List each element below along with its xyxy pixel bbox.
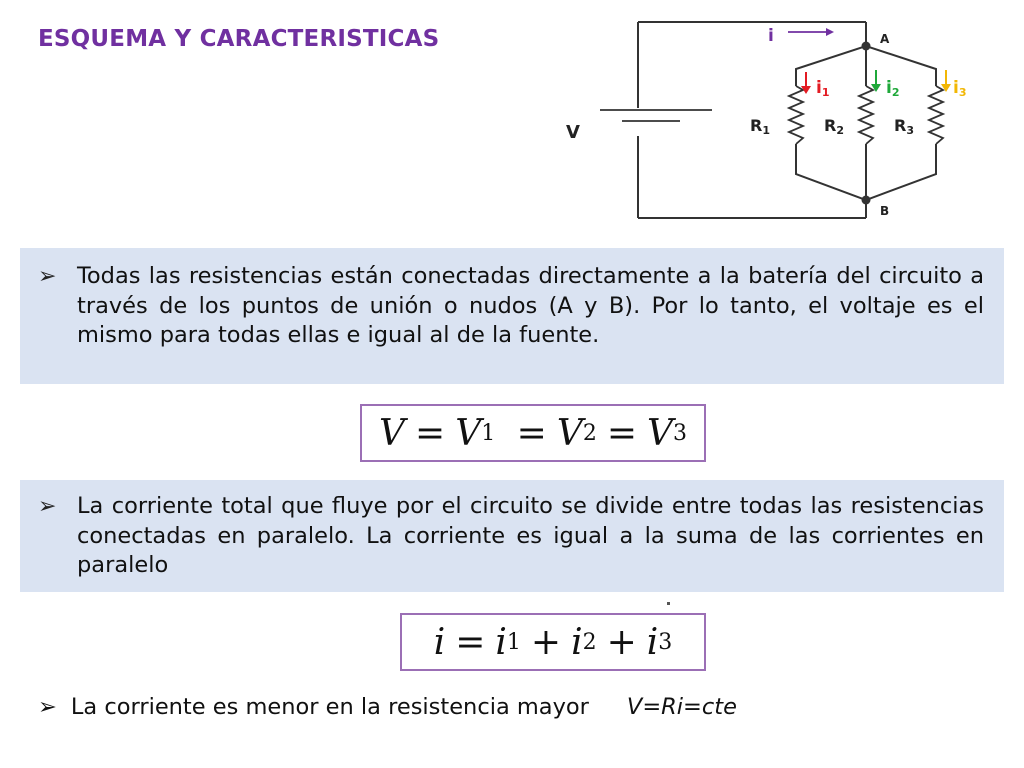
svg-text:i: i bbox=[768, 26, 774, 46]
svg-text:R3: R3 bbox=[894, 116, 914, 137]
svg-text:V: V bbox=[566, 122, 580, 143]
voltage-explanation-text: Todas las resistencias están conectadas directamente a la batería del circuito a través de los puntos de unión o nudos (A y B). Por lo tanto, el voltaje es el mismo para todas ellas e igual al de la fuente. bbox=[77, 263, 984, 348]
slide-title: ESQUEMA Y CARACTERISTICAS bbox=[38, 26, 440, 52]
arrow-bullet-icon: ➢ bbox=[38, 264, 57, 289]
current-formula: i = i 1 + i 2 + i 3 bbox=[400, 613, 706, 671]
current-arrow-icon bbox=[826, 28, 834, 36]
branch-current-2 bbox=[871, 70, 899, 99]
arrow-bullet-icon: ➢ bbox=[38, 494, 57, 519]
current-explanation-box bbox=[20, 480, 1004, 592]
current-explanation-text: La corriente total que fluye por el circuito se divide entre todas las resistencias conectadas en paralelo. La corriente es igual a la suma de las corrientes en paralelo bbox=[77, 493, 984, 578]
arrow-bullet-icon: ➢ bbox=[38, 694, 57, 720]
voltage-explanation-box bbox=[20, 248, 1004, 384]
svg-text:R2: R2 bbox=[824, 116, 844, 137]
resistance-note bbox=[38, 694, 737, 720]
parallel-circuit-diagram bbox=[560, 14, 967, 230]
node-b-dot bbox=[862, 196, 871, 205]
node-a-dot bbox=[862, 42, 871, 51]
svg-text:i2: i2 bbox=[886, 78, 900, 99]
resistance-note-text: La corriente es menor en la resistencia mayor bbox=[70, 694, 589, 720]
branch-current-1 bbox=[801, 72, 829, 99]
branch-current-3 bbox=[941, 70, 966, 99]
resistor-2-symbol bbox=[859, 86, 873, 144]
svg-text:i3: i3 bbox=[953, 78, 967, 99]
svg-text:R1: R1 bbox=[750, 116, 770, 137]
resistor-1-symbol bbox=[789, 86, 803, 144]
voltage-formula: V = V 1 = V 2 = V 3 bbox=[360, 404, 706, 462]
svg-text:A: A bbox=[880, 32, 890, 46]
stray-dot bbox=[667, 602, 670, 605]
svg-text:B: B bbox=[880, 204, 890, 218]
ohm-law-equation: V=Ri=cte bbox=[626, 694, 737, 720]
svg-text:i1: i1 bbox=[816, 78, 830, 99]
resistor-3-symbol bbox=[929, 86, 943, 144]
